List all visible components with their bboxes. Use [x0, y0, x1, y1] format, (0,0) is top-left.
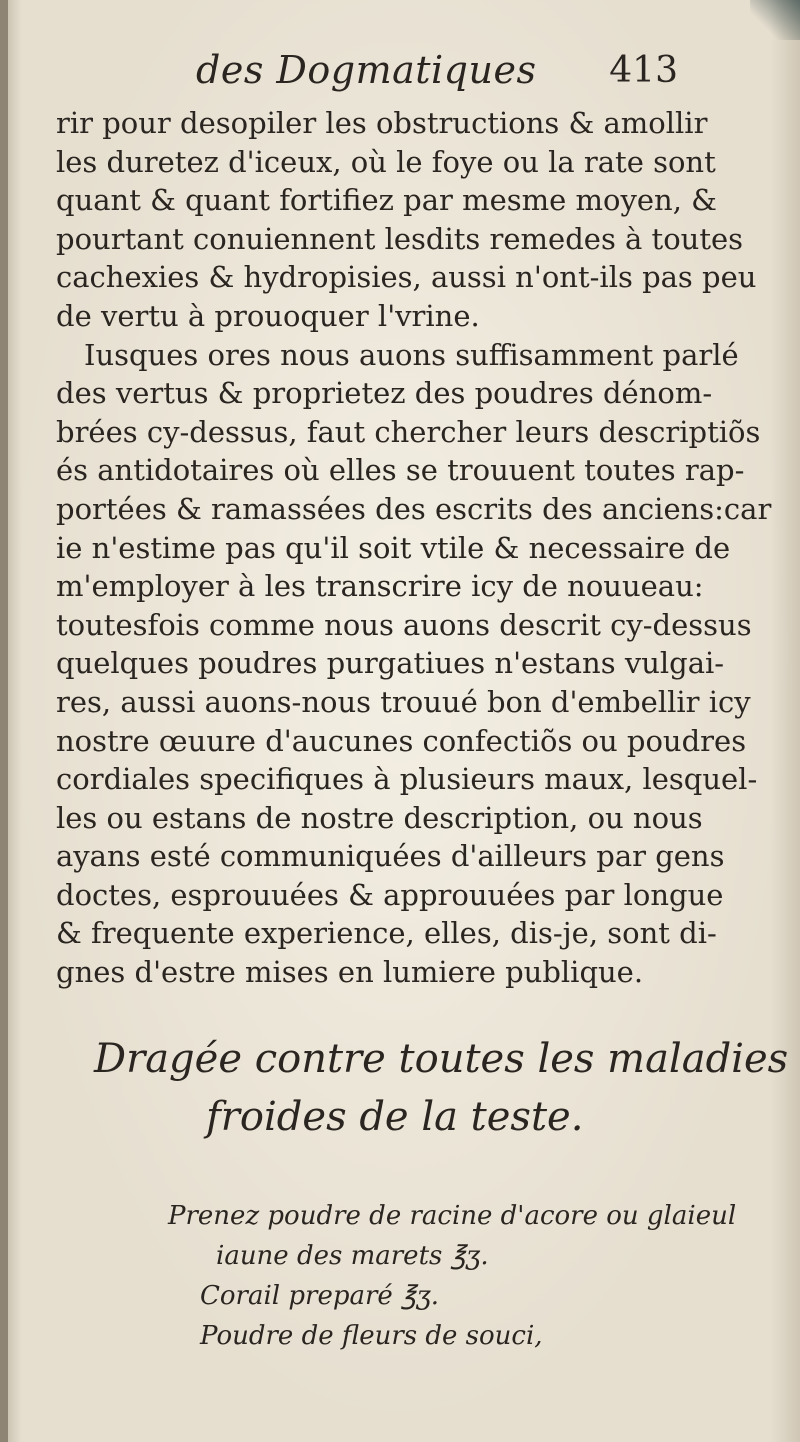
recipe-title-line: Dragée contre toutes les maladies — [94, 1036, 789, 1082]
text-line: les ou estans de nostre description, ou nous — [56, 800, 703, 835]
text-line: rir pour desopiler les obstructions & amollir — [56, 106, 708, 140]
text-line: ayans esté communiquées d'ailleurs par gens — [56, 839, 725, 874]
text-line: & frequente experience, elles, dis-je, sont di- — [56, 916, 717, 951]
text-line: quant & quant fortifiez par mesme moyen, & — [56, 183, 717, 218]
text-line: toutesfois comme nous auons descrit cy-dessus — [56, 607, 752, 642]
ingredient-list — [56, 1196, 737, 1356]
body-text — [56, 104, 772, 992]
text-line: cachexies & hydropisies, aussi n'ont-ils pas peu — [56, 260, 757, 295]
recipe-title-line: froides de la teste. — [206, 1094, 584, 1140]
ingredient-line: iaune des marets ℥ʒ. — [216, 1241, 489, 1271]
text-line: res, aussi auons-nous trouué bon d'embellir icy — [56, 684, 751, 719]
ingredient-line: Poudre de fleurs de souci, — [200, 1321, 543, 1351]
text-line: gnes d'estre mises en lumiere publique. — [56, 955, 644, 990]
text-line: de vertu à prouoquer l'vrine. — [56, 298, 480, 333]
recipe-heading — [56, 1030, 789, 1146]
text-line: doctes, esprouuées & approuuées par longue — [56, 877, 724, 912]
text-line: des vertus & proprietez des poudres dénom- — [56, 376, 713, 411]
text-line: quelques poudres purgatiues n'estans vulgai- — [56, 646, 725, 681]
text-line: pourtant conuiennent lesdits remedes à toutes — [56, 221, 744, 256]
ingredient-line: Corail preparé ℥ʒ. — [200, 1281, 440, 1311]
page-header — [56, 48, 686, 104]
text-line: les duretez d'iceux, où le foye ou la rate sont — [56, 144, 716, 179]
page-binding-edge — [0, 0, 8, 1442]
text-line: nostre œuure d'aucunes confectiõs ou poudres — [56, 723, 747, 758]
text-line: portées & ramassées des escrits des anciens:car — [56, 491, 772, 526]
paragraph-start-line: Iusques ores nous auons suffisamment parlé — [84, 337, 739, 372]
text-line: ie n'estime pas qu'il soit vtile & necessaire de — [56, 530, 731, 565]
text-line: cordiales specifiques à plusieurs maux, lesquel- — [56, 762, 758, 797]
page-number: 413 — [609, 50, 678, 91]
text-line: m'employer à les transcrire icy de nouueau: — [56, 569, 704, 604]
running-head: des Dogmatiques — [196, 48, 537, 92]
text-line: brées cy-dessus, faut chercher leurs descriptiõs — [56, 414, 761, 449]
text-line: és antidotaires où elles se trouuent toutes rap- — [56, 453, 745, 488]
page-corner-stain — [750, 0, 800, 40]
ingredient-line: Prenez poudre de racine d'acore ou glaieul — [168, 1201, 737, 1231]
